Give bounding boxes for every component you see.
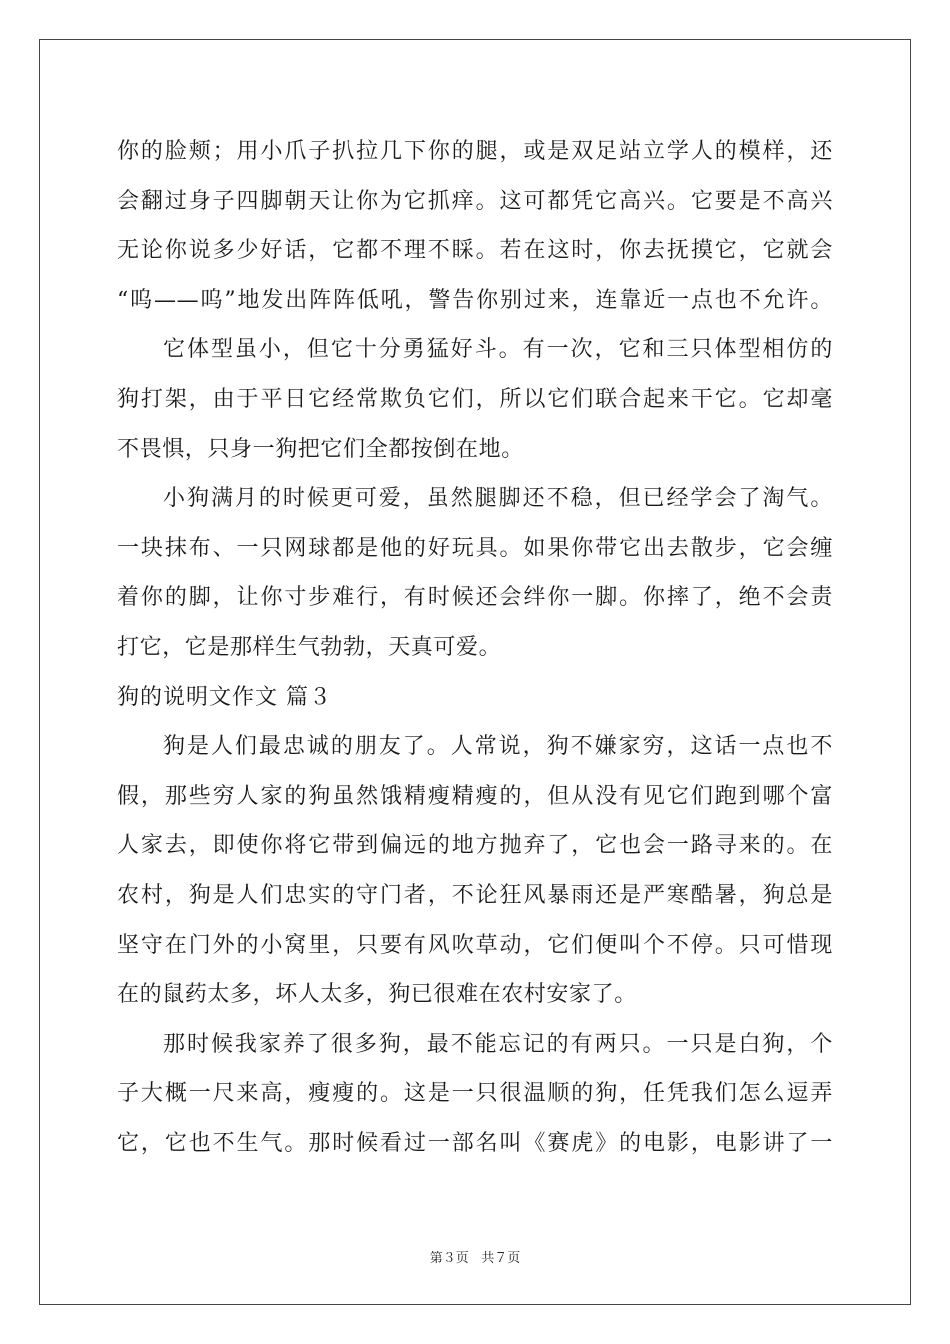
section-heading: 狗的说明文作文 篇３ <box>117 684 332 710</box>
text-line: 它，它也不生气。那时候看过一部名叫《赛虎》的电影，电影讲了一 <box>117 1130 833 1156</box>
text-line: 假，那些穷人家的狗虽然饿精瘦精瘦的，但从没有见它们跑到哪个富 <box>117 783 833 809</box>
text-line: 打它，它是那样生气勃勃，天真可爱。 <box>117 634 502 660</box>
text-line: 会翻过身子四脚朝天让你为它抓痒。这可都凭它高兴。它要是不高兴 <box>117 188 833 214</box>
text-line: 无论你说多少好话，它都不理不睬。若在这时，你去抚摸它，它就会 <box>117 238 833 264</box>
text-line: 在的鼠药太多，坏人太多，狗已很难在农村安家了。 <box>117 982 637 1008</box>
page-footer <box>0 1247 950 1266</box>
text-line: 坚守在门外的小窝里，只要有风吹草动，它们便叫个不停。只可惜现 <box>117 932 833 958</box>
text-line: 一块抹布、一只网球都是他的好玩具。如果你带它出去散步，它会缠 <box>117 535 833 561</box>
text-line: 着你的脚，让你寸步难行，有时候还会绊你一脚。你摔了，绝不会责 <box>117 585 833 611</box>
text-line: 它体型虽小，但它十分勇猛好斗。有一次，它和三只体型相仿的 <box>163 337 833 363</box>
text-line: 农村，狗是人们忠实的守门者，不论狂风暴雨还是严寒酷暑，狗总是 <box>117 882 833 908</box>
text-line: 狗打架，由于平日它经常欺负它们，所以它们联合起来干它。它却毫 <box>117 386 833 412</box>
page-number: 第３页 <box>429 1251 469 1266</box>
text-line: “呜——呜”地发出阵阵低吼，警告你别过来，连靠近一点也不允许。 <box>117 287 833 313</box>
document-body <box>117 127 833 1168</box>
text-line: 子大概一尺来高，瘦瘦的。这是一只很温顺的狗，任凭我们怎么逗弄 <box>117 1081 833 1107</box>
text-line: 狗是人们最忠诚的朋友了。人常说，狗不嫌家穷，这话一点也不 <box>163 734 833 760</box>
text-line: 不畏惧，只身一狗把它们全都按倒在地。 <box>117 436 524 462</box>
text-line: 你的脸颊；用小爪子扒拉几下你的腿，或是双足站立学人的模样，还 <box>117 139 833 164</box>
page-total: 共７页 <box>481 1251 521 1266</box>
text-line: 小狗满月的时候更可爱，虽然腿脚还不稳，但已经学会了淘气。 <box>163 486 833 512</box>
text-line: 那时候我家养了很多狗，最不能忘记的有两只。一只是白狗，个 <box>163 1031 833 1057</box>
text-line: 人家去，即使你将它带到偏远的地方抛弃了，它也会一路寻来的。在 <box>117 833 833 859</box>
